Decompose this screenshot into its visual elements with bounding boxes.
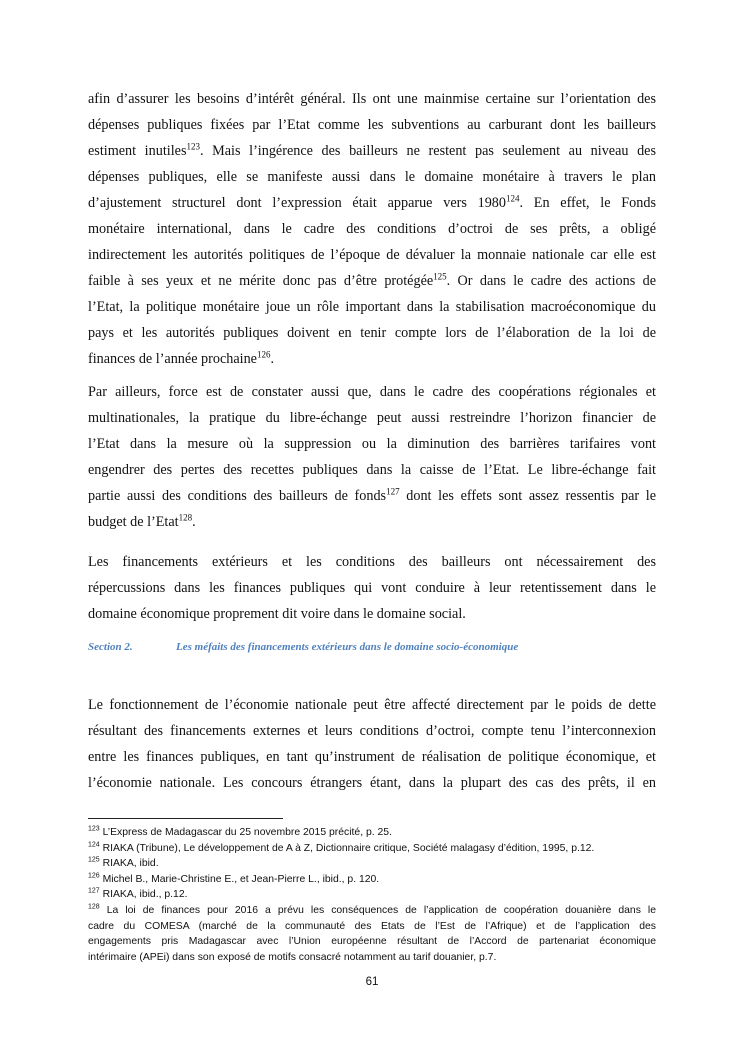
text-line: domaine économique proprement dit voire dans le domaine social. xyxy=(88,606,466,622)
text-line xyxy=(88,190,656,216)
text-line: engendrer des pertes des recettes publiques dans la caisse de l’Etat. Le libre-échange fait xyxy=(88,462,656,478)
text-line xyxy=(88,346,656,372)
text-fragment: . Or dans le cadre des actions de xyxy=(446,273,656,289)
text-fragment: budget de l’Etat xyxy=(88,514,179,530)
text-fragment: finances de l’année prochaine xyxy=(88,351,257,367)
footnote-line: intérimaire (APEi) dans son exposé de motifs consacré notamment au tarif douanier, p.7. xyxy=(88,951,497,963)
footnote-text: La loi de finances pour 2016 a prévu les conséquences de l’application de coopération douanière dans le xyxy=(106,904,657,916)
footnote-ref-123[interactable]: 123 xyxy=(186,141,200,152)
footnote-ref-125[interactable]: 125 xyxy=(433,271,447,282)
footnote-number: 124 xyxy=(88,841,100,849)
footnote-number: 126 xyxy=(88,872,100,880)
text-line: répercussions dans les finances publiques qui vont conduire à leur retentissement dans le xyxy=(88,580,656,596)
text-line: pays et les autorités publiques doivent en tenir compte lors de l’élaboration de la loi de xyxy=(88,325,656,341)
text-fragment: d’ajustement structurel dont l’expression était apparue vers 1980 xyxy=(88,195,506,211)
text-fragment: estiment inutiles xyxy=(88,143,187,159)
text-fragment: . xyxy=(270,351,275,367)
text-line xyxy=(88,483,656,509)
text-fragment: partie aussi des conditions des bailleurs de fonds xyxy=(88,488,387,504)
footnote-text: RIAKA (Tribune), Le développement de A à Z, Dictionnaire critique, Société malagasy d’édition, 1995, p.12. xyxy=(102,842,595,854)
footnote-text: Michel B., Marie-Christine E., et Jean-Pierre L., ibid., p. 120. xyxy=(102,873,380,885)
footnote-128 xyxy=(88,903,656,965)
text-line: l’économie nationale. Les concours étrangers étant, dans la plupart des cas des prêts, il en xyxy=(88,775,656,791)
text-line xyxy=(88,509,656,535)
footnote-number: 127 xyxy=(88,887,100,895)
text-fragment: faible à ses yeux et ne mérite donc pas d’être protégée xyxy=(88,273,434,289)
text-line: indirectement les autorités politiques de l’époque de dévaluer la monnaie nationale car elle est xyxy=(88,247,656,263)
text-line: dépenses publiques, elle se manifeste aussi dans le domaine monétaire à travers le plan xyxy=(88,169,656,185)
text-line: l’Etat, la politique monétaire joue un rôle important dans la stabilisation macroéconomique du xyxy=(88,299,656,315)
footnote-line: engagements pris Madagascar avec l’Union européenne résultant de l’Accord de partenariat économique xyxy=(88,936,656,948)
footnote-text: RIAKA, ibid., p.12. xyxy=(102,889,188,901)
text-fragment: . Mais l’ingérence des bailleurs ne restent pas seulement au niveau des xyxy=(199,143,657,159)
section-heading xyxy=(88,641,656,653)
text-line: Par ailleurs, force est de constater aussi que, dans le cadre des coopérations régionales et xyxy=(88,384,656,400)
section-title: Les méfaits des financements extérieurs dans le domaine socio-économique xyxy=(176,641,519,653)
paragraph-1 xyxy=(88,86,656,372)
footnote-text: L’Express de Madagascar du 25 novembre 2015 précité, p. 25. xyxy=(102,827,392,838)
text-line: Le fonctionnement de l’économie nationale peut être affecté directement par le poids de dette xyxy=(88,697,656,713)
footnote-line: cadre du COMESA (marché de la communauté des Etats de l’Est de l’Afrique) et de l’application des xyxy=(88,920,656,932)
footnote-ref-127[interactable]: 127 xyxy=(386,486,400,497)
text-line xyxy=(88,138,656,164)
text-line: entre les finances publiques, en tant qu’instrument de réalisation de politique économique, et xyxy=(88,749,656,765)
text-line: résultant des financements externes et leurs conditions d’octroi, compte tenu l’interconnexion xyxy=(88,723,656,739)
footnote-number: 128 xyxy=(88,903,100,911)
paragraph-2 xyxy=(88,379,656,535)
footnote-126 xyxy=(88,872,656,888)
text-fragment: . En effet, le Fonds xyxy=(519,195,656,211)
footnote-ref-126[interactable]: 126 xyxy=(256,349,271,360)
text-line: monétaire international, dans le cadre des conditions d’octroi de ses prêts, a obligé xyxy=(88,221,656,237)
text-line: dépenses publiques fixées par l’Etat comme les subventions au carburant dont les bailleurs xyxy=(88,117,656,133)
footnote-number: 123 xyxy=(88,825,100,833)
text-line: l’Etat dans la mesure où la suppression ou la diminution des barrières tarifaires vont xyxy=(88,436,656,452)
section-number: Section 2. xyxy=(88,641,133,653)
footnote-123 xyxy=(88,825,656,841)
text-line: afin d’assurer les besoins d’intérêt général. Ils ont une mainmise certaine sur l’orientation des xyxy=(88,91,656,107)
footnote-124 xyxy=(88,841,656,857)
page-number: 61 xyxy=(365,976,379,988)
footnote-text: RIAKA, ibid. xyxy=(102,858,159,870)
text-line: Les financements extérieurs et les conditions des bailleurs ont nécessairement des xyxy=(88,554,656,570)
footnote-ref-128[interactable]: 128 xyxy=(178,512,193,523)
footnote-separator xyxy=(88,818,283,819)
footnote-125 xyxy=(88,856,656,872)
footnotes xyxy=(88,825,656,965)
text-line: multinationales, la pratique du libre-échange peut aussi restreindre l’horizon financier de xyxy=(88,410,656,426)
paragraph-3 xyxy=(88,549,656,627)
text-fragment: dont les effets sont assez ressentis par le xyxy=(399,488,656,504)
text-line xyxy=(88,268,656,294)
footnote-line xyxy=(88,903,656,919)
paragraph-4 xyxy=(88,692,656,796)
footnote-number: 125 xyxy=(88,856,100,864)
footnote-127 xyxy=(88,887,656,903)
footnote-ref-124[interactable]: 124 xyxy=(505,193,520,204)
text-fragment: . xyxy=(192,514,196,530)
